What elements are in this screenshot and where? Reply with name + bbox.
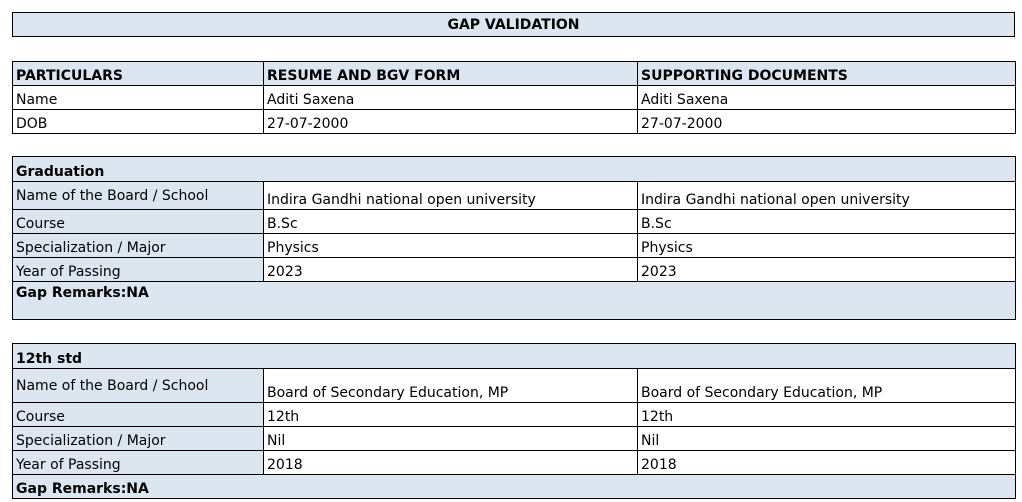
table-row <box>13 234 1016 258</box>
header-supporting-documents: SUPPORTING DOCUMENTS <box>638 62 1016 86</box>
docs-value: 2018 <box>638 451 1016 475</box>
row-label: Year of Passing <box>13 258 264 282</box>
docs-value: Physics <box>638 234 1016 258</box>
twelfth-table <box>12 343 1016 499</box>
row-label: Year of Passing <box>13 451 264 475</box>
section-heading-twelfth: 12th std <box>13 344 1016 369</box>
row-label: DOB <box>13 110 264 134</box>
row-label: Name <box>13 86 264 110</box>
docs-value: Nil <box>638 427 1016 451</box>
header-particulars: PARTICULARS <box>13 62 264 86</box>
particulars-header-row <box>13 62 1016 86</box>
row-label: Specialization / Major <box>13 427 264 451</box>
row-label: Course <box>13 403 264 427</box>
resume-value: 12th <box>264 403 638 427</box>
gap-remarks-twelfth: Gap Remarks:NA <box>13 475 1016 499</box>
table-row <box>13 427 1016 451</box>
table-row <box>13 210 1016 234</box>
row-label: Name of the Board / School <box>13 369 264 403</box>
docs-value: Aditi Saxena <box>638 86 1016 110</box>
resume-value: B.Sc <box>264 210 638 234</box>
remarks-row <box>13 475 1016 499</box>
docs-value: 2023 <box>638 258 1016 282</box>
header-resume-bgv-form: RESUME AND BGV FORM <box>264 62 638 86</box>
particulars-table <box>12 61 1016 134</box>
docs-value: 12th <box>638 403 1016 427</box>
page-title-text: GAP VALIDATION <box>447 16 580 33</box>
row-label: Course <box>13 210 264 234</box>
resume-value: Physics <box>264 234 638 258</box>
remarks-row <box>13 282 1016 320</box>
resume-value: 2023 <box>264 258 638 282</box>
row-label: Specialization / Major <box>13 234 264 258</box>
section-heading-row <box>13 157 1016 182</box>
docs-value: Board of Secondary Education, MP <box>638 369 1016 403</box>
docs-value: 27-07-2000 <box>638 110 1016 134</box>
table-row <box>13 110 1016 134</box>
docs-value: Indira Gandhi national open university <box>638 182 1016 210</box>
section-heading-graduation: Graduation <box>13 157 1016 182</box>
table-row <box>13 369 1016 403</box>
table-row <box>13 258 1016 282</box>
resume-value: Indira Gandhi national open university <box>264 182 638 210</box>
resume-value: Board of Secondary Education, MP <box>264 369 638 403</box>
resume-value: 2018 <box>264 451 638 475</box>
row-label: Name of the Board / School <box>13 182 264 210</box>
resume-value: 27-07-2000 <box>264 110 638 134</box>
graduation-table <box>12 156 1016 320</box>
resume-value: Aditi Saxena <box>264 86 638 110</box>
docs-value: B.Sc <box>638 210 1016 234</box>
table-row <box>13 86 1016 110</box>
page-title <box>12 12 1015 37</box>
table-row <box>13 182 1016 210</box>
gap-remarks-graduation: Gap Remarks:NA <box>13 282 1016 320</box>
section-heading-row <box>13 344 1016 369</box>
table-row <box>13 403 1016 427</box>
resume-value: Nil <box>264 427 638 451</box>
table-row <box>13 451 1016 475</box>
